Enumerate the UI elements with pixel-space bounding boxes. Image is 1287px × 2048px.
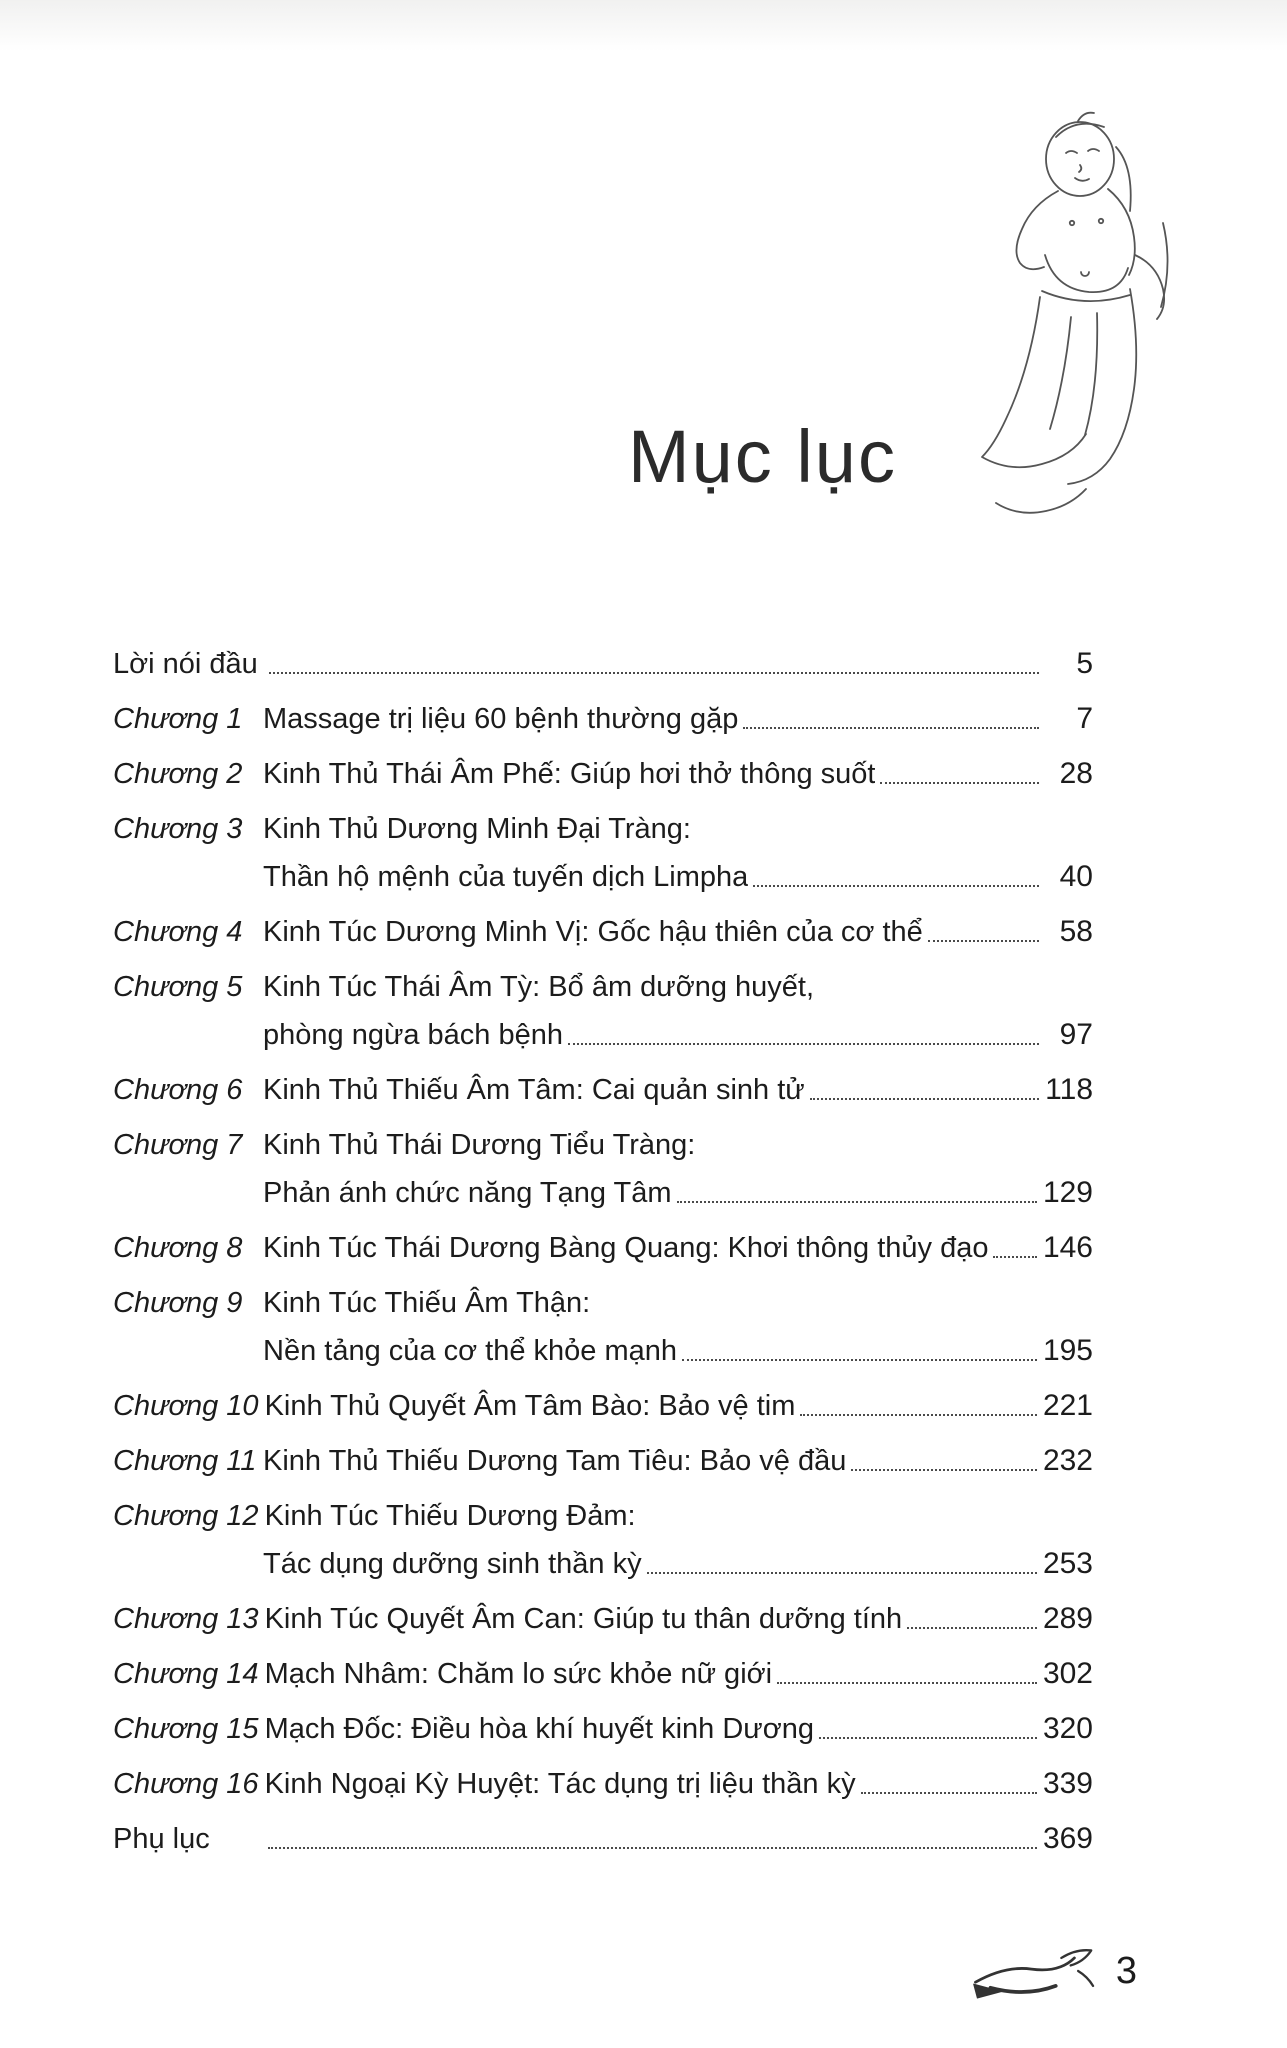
toc-entry (113, 1224, 1093, 1272)
toc-list (113, 640, 1093, 1870)
toc-entry-page-number: 40 (1059, 860, 1093, 893)
toc-entry (113, 695, 1093, 743)
dot-leader (677, 1184, 1037, 1203)
toc-entry-label: Chương 11 (113, 1445, 257, 1477)
toc-entry (113, 640, 1093, 688)
toc-entry-page-number: 302 (1042, 1657, 1093, 1690)
toc-entry-title: Kinh Túc Quyết Âm Can: Giúp tu thân dưỡng tính (264, 1603, 903, 1635)
toc-entry-line (113, 908, 1093, 956)
toc-entry-page-number: 369 (1042, 1822, 1093, 1855)
toc-entry (113, 1705, 1093, 1753)
toc-entry-line (113, 1121, 1093, 1169)
toc-entry-page-number: 129 (1042, 1176, 1093, 1209)
dot-leader (993, 1239, 1036, 1258)
toc-entry-label: Chương 9 (113, 1287, 243, 1319)
toc-entry-line (113, 1011, 1093, 1059)
page-title: Mục lục (628, 415, 897, 498)
toc-entry (113, 963, 1093, 1059)
toc-entry-label: Chương 12 (113, 1500, 259, 1532)
toc-entry-title: Mạch Nhâm: Chăm lo sức khỏe nữ giới (264, 1658, 773, 1690)
toc-entry-line (113, 1650, 1093, 1698)
dot-leader (819, 1720, 1037, 1739)
toc-entry (113, 1121, 1093, 1217)
toc-entry-line (113, 1327, 1093, 1375)
toc-entry-line (113, 1595, 1093, 1643)
toc-entry-page-number: 5 (1076, 647, 1093, 680)
toc-entry (113, 1650, 1093, 1698)
toc-entry-line (113, 1066, 1093, 1114)
dot-leader (810, 1081, 1039, 1100)
toc-entry-title: Kinh Túc Thái Âm Tỳ: Bổ âm dưỡng huyết, (263, 971, 815, 1003)
toc-entry-label: Chương 4 (113, 916, 243, 948)
toc-entry-page-number: 253 (1042, 1547, 1093, 1580)
toc-entry-title: Kinh Túc Thiếu Dương Đảm: (264, 1500, 636, 1532)
toc-entry-line (113, 1705, 1093, 1753)
toc-entry-title: Kinh Thủ Thiếu Âm Tâm: Cai quản sinh tử (263, 1074, 805, 1106)
dot-leader (647, 1555, 1037, 1574)
toc-entry-title: Nền tảng của cơ thể khỏe mạnh (263, 1335, 678, 1367)
toc-entry-title: Phản ánh chức năng Tạng Tâm (263, 1177, 672, 1209)
dot-leader (568, 1026, 1039, 1045)
toc-entry-title: Kinh Túc Thiếu Âm Thận: (263, 1287, 591, 1319)
toc-entry-line (113, 1437, 1093, 1485)
toc-entry-line (113, 963, 1093, 1011)
toc-entry-line (113, 1279, 1093, 1327)
toc-entry-title: Kinh Thủ Thái Dương Tiểu Tràng: (263, 1129, 696, 1161)
toc-entry-page-number: 221 (1042, 1389, 1093, 1422)
dot-leader (777, 1665, 1037, 1684)
toc-entry-line (113, 1224, 1093, 1272)
dot-leader (269, 655, 1039, 674)
toc-entry-title: Kinh Thủ Thiếu Dương Tam Tiêu: Bảo vệ đầu (263, 1445, 847, 1477)
toc-entry-label: Chương 7 (113, 1129, 243, 1161)
toc-entry (113, 1595, 1093, 1643)
toc-entry-line (113, 805, 1093, 853)
toc-entry-title: Kinh Thủ Dương Minh Đại Tràng: (263, 813, 691, 845)
toc-entry-label: Chương 10 (113, 1390, 259, 1422)
dot-leader (851, 1452, 1037, 1471)
toc-entry-page-number: 28 (1059, 757, 1093, 790)
toc-entry-line (113, 1492, 1093, 1540)
toc-entry-label: Phụ lục (113, 1823, 210, 1855)
toc-entry (113, 908, 1093, 956)
toc-entry-title: Kinh Túc Thái Dương Bàng Quang: Khơi thông thủy đạo (263, 1232, 989, 1264)
toc-entry-title: Massage trị liệu 60 bệnh thường gặp (263, 703, 739, 735)
dot-leader (682, 1342, 1037, 1361)
toc-entry-title: Kinh Thủ Thái Âm Phế: Giúp hơi thở thông suốt (263, 758, 876, 790)
toc-entry-line (113, 1815, 1093, 1863)
toc-entry-title: Kinh Thủ Quyết Âm Tâm Bào: Bảo vệ tim (264, 1390, 796, 1422)
toc-entry-page-number: 320 (1042, 1712, 1093, 1745)
toc-entry-line (113, 1760, 1093, 1808)
dot-leader (861, 1775, 1037, 1794)
toc-entry-label: Chương 1 (113, 703, 243, 735)
standing-figure-illustration (920, 105, 1200, 535)
toc-entry (113, 1815, 1093, 1863)
toc-entry (113, 1382, 1093, 1430)
toc-entry (113, 1066, 1093, 1114)
dot-leader (268, 1830, 1037, 1849)
toc-entry-page-number: 195 (1042, 1334, 1093, 1367)
dot-leader (880, 765, 1039, 784)
toc-entry-line (113, 695, 1093, 743)
toc-entry (113, 1437, 1093, 1485)
toc-entry-line (113, 1540, 1093, 1588)
toc-entry (113, 1760, 1093, 1808)
toc-entry-page-number: 146 (1042, 1231, 1093, 1264)
toc-entry-title: Thần hộ mệnh của tuyến dịch Limpha (263, 861, 749, 893)
dot-leader (753, 868, 1039, 887)
toc-entry-page-number: 232 (1042, 1444, 1093, 1477)
ink-flourish-icon (968, 1942, 1108, 2000)
dot-leader (928, 923, 1039, 942)
toc-entry (113, 1279, 1093, 1375)
dot-leader (800, 1397, 1037, 1416)
toc-entry-title: Kinh Túc Dương Minh Vị: Gốc hậu thiên của cơ thể (263, 916, 923, 948)
toc-entry (113, 750, 1093, 798)
toc-entry-label: Chương 2 (113, 758, 243, 790)
toc-entry-title: Mạch Đốc: Điều hòa khí huyết kinh Dương (264, 1713, 814, 1745)
toc-entry-label: Chương 16 (113, 1768, 259, 1800)
page-number: 3 (1115, 1950, 1137, 1992)
toc-entry-label: Chương 15 (113, 1713, 259, 1745)
toc-entry-label: Lời nói đầu (113, 648, 258, 680)
toc-entry-line (113, 640, 1093, 688)
toc-entry-page-number: 7 (1076, 702, 1093, 735)
toc-entry-title: Tác dụng dưỡng sinh thần kỳ (263, 1548, 642, 1580)
toc-entry-page-number: 289 (1042, 1602, 1093, 1635)
toc-entry (113, 1492, 1093, 1588)
toc-entry-title: Kinh Ngoại Kỳ Huyệt: Tác dụng trị liệu thần kỳ (264, 1768, 856, 1800)
toc-entry-label: Chương 8 (113, 1232, 243, 1264)
toc-entry-page-number: 58 (1059, 915, 1093, 948)
toc-entry-label: Chương 14 (113, 1658, 259, 1690)
toc-entry-line (113, 750, 1093, 798)
toc-entry (113, 805, 1093, 901)
toc-entry-title: phòng ngừa bách bệnh (263, 1019, 564, 1051)
toc-entry-page-number: 118 (1045, 1073, 1093, 1106)
toc-entry-page-number: 339 (1042, 1767, 1093, 1800)
dot-leader (743, 710, 1039, 729)
toc-entry-page-number: 97 (1059, 1018, 1093, 1051)
page-footer (968, 1942, 1137, 2000)
toc-entry-line (113, 1169, 1093, 1217)
toc-entry-label: Chương 6 (113, 1074, 243, 1106)
toc-entry-line (113, 1382, 1093, 1430)
toc-entry-label: Chương 3 (113, 813, 243, 845)
toc-entry-line (113, 853, 1093, 901)
toc-entry-label: Chương 13 (113, 1603, 259, 1635)
dot-leader (907, 1610, 1037, 1629)
toc-entry-label: Chương 5 (113, 971, 243, 1003)
